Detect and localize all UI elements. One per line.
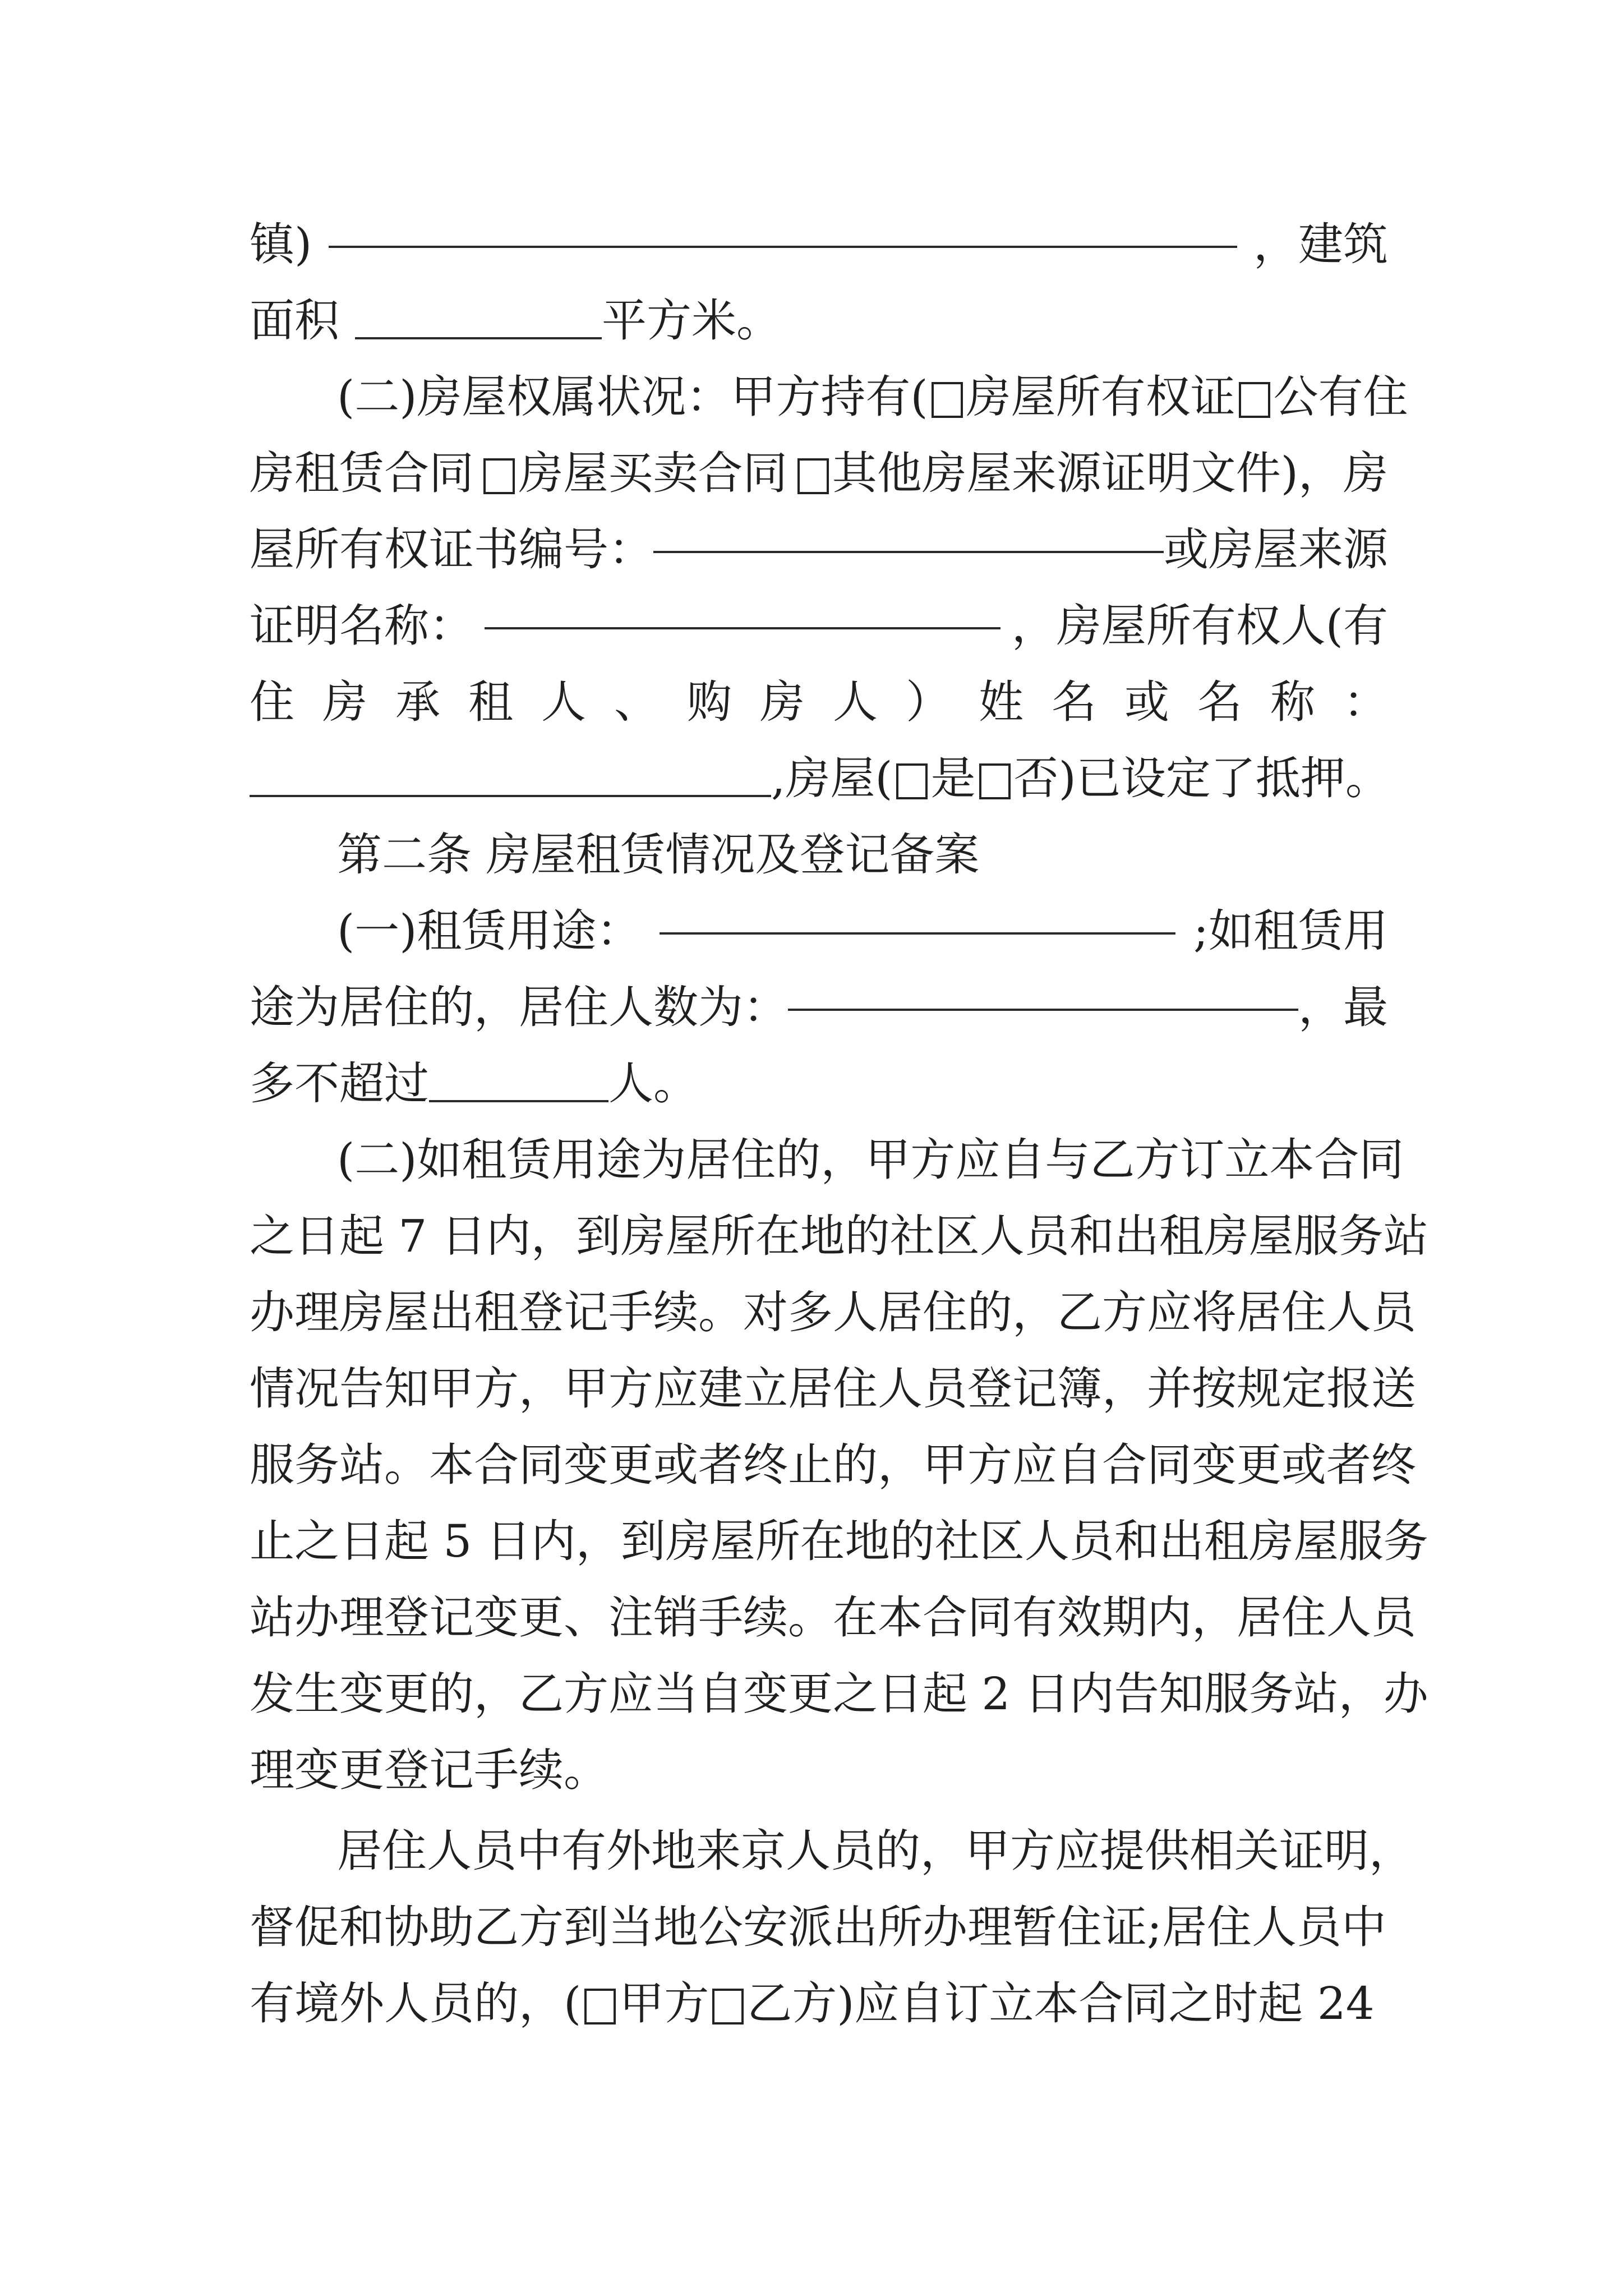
blank-underline[interactable] [355, 298, 602, 339]
blank-underline[interactable] [653, 512, 1164, 553]
text: 承 [395, 676, 440, 728]
text: 房屋买卖合同 [518, 447, 788, 499]
checkbox[interactable] [712, 1989, 744, 2024]
text: 站办理登记变更、注销手续。在本合同有效期内，居住人员 [250, 1591, 1416, 1644]
text: 公有住 [1273, 371, 1408, 423]
text-line [250, 1503, 1428, 1580]
text-line [337, 359, 1408, 435]
text: 人 [833, 676, 878, 728]
text: 止之日起 5 日内，到房屋所在地的社区人员和出租房屋服务 [250, 1515, 1428, 1567]
text: 镇) [250, 218, 312, 270]
section-heading [337, 817, 1388, 893]
text: 否)已设定了抵押。 [1013, 752, 1390, 804]
text: 屋所有权证书编号： [250, 523, 653, 576]
checkbox[interactable] [979, 763, 1011, 799]
checkbox[interactable] [1239, 382, 1270, 418]
text: (一)租赁用途： [337, 905, 642, 957]
text: ;如租赁用 [1193, 905, 1388, 957]
text: ,房屋( [771, 752, 893, 804]
text-line [250, 740, 1388, 817]
text-line [337, 893, 1388, 969]
text: 是 [930, 752, 976, 804]
text: 办理房屋出租登记手续。对多人居住的，乙方应将居住人员 [250, 1286, 1416, 1338]
text: 发生变更的，乙方应当自变更之日起 2 日内告知服务站，办 [250, 1668, 1428, 1720]
text: 名 [1197, 676, 1242, 728]
text: 多不超过 [250, 1057, 429, 1110]
text-line [250, 588, 1388, 664]
text-line [250, 1427, 1416, 1503]
text: 或房屋来源 [1164, 523, 1388, 576]
blank-underline[interactable] [485, 588, 1000, 629]
text-line [250, 1889, 1388, 1966]
text: 住 [250, 676, 294, 728]
checkbox[interactable] [584, 1989, 616, 2024]
text: 房 [322, 676, 367, 728]
text: 之日起 7 日内，到房屋所在地的社区人员和出租房屋服务站 [250, 1210, 1428, 1262]
text: 服务站。本合同变更或者终止的，甲方应自合同变更或者终 [250, 1439, 1416, 1491]
text: 姓 [979, 676, 1023, 728]
text: 租 [468, 676, 513, 728]
blank-underline[interactable] [660, 893, 1175, 935]
text: ，建筑 [1253, 218, 1388, 270]
text: 房租赁合同 [250, 447, 474, 499]
blank-underline[interactable] [250, 756, 771, 797]
text-line [250, 512, 1388, 588]
checkbox[interactable] [932, 382, 963, 418]
text: 其他房屋来源证明文件)，房 [832, 447, 1388, 499]
text-line [250, 1351, 1416, 1427]
text-line [250, 1046, 1388, 1122]
text-line [250, 435, 1388, 512]
text-line [250, 283, 1388, 359]
text-line [337, 1122, 1404, 1198]
text: 房 [760, 676, 805, 728]
text: 平方米。 [602, 295, 781, 347]
text: 甲方 [619, 1977, 709, 2030]
text: 人。 [608, 1057, 698, 1110]
text: (二)如租赁用途为居住的，甲方应自与乙方订立本合同 [337, 1134, 1404, 1186]
text: 第二条 房屋租赁情况及登记备案 [337, 829, 980, 881]
text: 途为居住的，居住人数为： [250, 981, 788, 1033]
text-line [250, 969, 1388, 1046]
text-line [250, 1966, 1388, 2042]
blank-underline[interactable] [329, 206, 1237, 248]
text-line [250, 1580, 1416, 1656]
checkbox[interactable] [483, 458, 515, 494]
text: 或 [1124, 676, 1169, 728]
text-line [250, 664, 1388, 740]
text: 名 [1052, 676, 1096, 728]
text: ，最 [1298, 981, 1388, 1033]
text: 证明名称： [250, 600, 474, 652]
text: 称 [1270, 676, 1315, 728]
text: 面积 [250, 295, 339, 347]
text: ，房屋所有权人(有 [1011, 600, 1388, 652]
text: 房屋所有权证 [966, 371, 1235, 423]
text: 督促和协助乙方到当地公安派出所办理暂住证;居住人员中 [250, 1901, 1386, 1953]
text: ） [906, 676, 951, 728]
blank-underline[interactable] [429, 1061, 608, 1102]
text: 居住人员中有外地来京人员的，甲方应提供相关证明， [337, 1825, 1414, 1877]
checkbox[interactable] [797, 458, 829, 494]
text: 理变更登记手续。 [250, 1744, 608, 1796]
blank-underline[interactable] [788, 969, 1298, 1011]
text: 、 [614, 676, 659, 728]
text: (二)房屋权属状况：甲方持有( [337, 371, 928, 423]
text-line [250, 1656, 1428, 1732]
text: 有境外人员的，( [250, 1977, 582, 2030]
text: ： [1343, 676, 1388, 728]
checkbox[interactable] [896, 763, 928, 799]
text-line [337, 1813, 1414, 1889]
text-line [250, 1198, 1428, 1274]
text: 人 [541, 676, 586, 728]
text-line [250, 206, 1388, 283]
text-line [250, 1274, 1416, 1351]
text: 购 [687, 676, 732, 728]
text: 情况告知甲方，甲方应建立居住人员登记簿，并按规定报送 [250, 1363, 1416, 1415]
text: 乙方)应自订立本合同之时起 24 [747, 1977, 1375, 2030]
text-line [250, 1732, 1388, 1809]
